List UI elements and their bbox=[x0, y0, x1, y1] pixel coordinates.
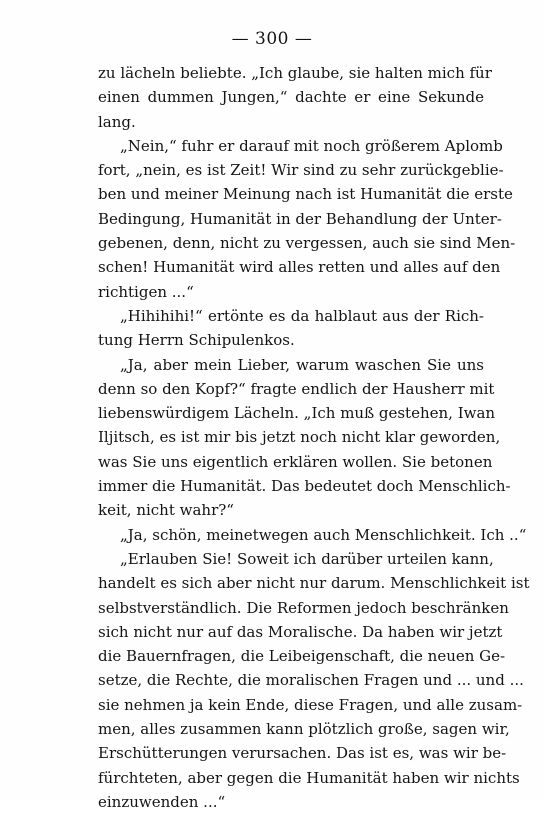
page-number: — 300 — bbox=[231, 29, 313, 49]
text-line: Erschütterungen verursachen. Das ist es, was wir be- bbox=[98, 744, 507, 763]
text-line: die Bauernfragen, die Leibeigenschaft, die neuen Ge- bbox=[98, 647, 506, 666]
text-line: „Nein,“ fuhr er darauf mit noch größerem Aplomb bbox=[120, 136, 503, 155]
text-line: schen! Humanität wird alles retten und alles auf den bbox=[98, 258, 501, 277]
text-line: was Sie uns eigentlich erklären wollen. Sie betonen bbox=[98, 452, 493, 471]
text-line: tung Herrn Schipulenkos. bbox=[98, 331, 295, 350]
text-line: keit, nicht wahr?“ bbox=[98, 501, 234, 520]
text-line: „Ja, aber mein Lieber, warum waschen Sie uns bbox=[120, 355, 484, 374]
text-line: denn so den Kopf?“ fragte endlich der Hausherr mit bbox=[98, 379, 495, 398]
text-line: „Erlauben Sie! Soweit ich darüber urteilen kann, bbox=[120, 549, 494, 568]
text-line: lang. bbox=[98, 112, 136, 131]
text-line: „Hihihihi!“ ertönte es da halblaut aus der Rich- bbox=[120, 306, 484, 325]
text-line: richtigen ...“ bbox=[98, 282, 194, 301]
text-line: selbstverständlich. Die Reformen jedoch beschränken bbox=[98, 598, 509, 617]
text-line: Iljitsch, es ist mir bis jetzt noch nicht klar geworden, bbox=[98, 428, 501, 447]
text-line: gebenen, denn, nicht zu vergessen, auch sie sind Men- bbox=[98, 234, 516, 253]
body-text bbox=[98, 61, 530, 814]
text-line: setze, die Rechte, die moralischen Fragen und ... und ... bbox=[98, 671, 524, 690]
text-line: handelt es sich aber nicht nur darum. Menschlichkeit ist bbox=[98, 574, 530, 593]
text-line: men, alles zusammen kann plötzlich große, sagen wir, bbox=[98, 720, 510, 739]
text-line: ben und meiner Meinung nach ist Humanität die erste bbox=[98, 185, 513, 204]
text-line: fürchteten, aber gegen die Humanität haben wir nichts bbox=[98, 768, 520, 787]
text-line: sie nehmen ja kein Ende, diese Fragen, und alle zusam- bbox=[98, 695, 523, 714]
text-line: immer die Humanität. Das bedeutet doch Menschlich- bbox=[98, 477, 511, 496]
text-line: „Ja, schön, meinetwegen auch Menschlichkeit. Ich ..“ bbox=[120, 525, 527, 544]
text-line: einzuwenden ...“ bbox=[98, 792, 226, 811]
text-line: liebenswürdigem Lächeln. „Ich muß gestehen, Iwan bbox=[98, 404, 496, 423]
text-line: einen dummen Jungen,“ dachte er eine Sekunde bbox=[98, 88, 484, 107]
text-line: zu lächeln beliebte. „Ich glaube, sie halten mich für bbox=[98, 64, 492, 82]
text-line: fort, „nein, es ist Zeit! Wir sind zu sehr zurückgeblie- bbox=[98, 161, 504, 180]
text-line: sich nicht nur auf das Moralische. Da haben wir jetzt bbox=[98, 622, 503, 641]
text-line: Bedingung, Humanität in der Behandlung der Unter- bbox=[98, 209, 502, 228]
